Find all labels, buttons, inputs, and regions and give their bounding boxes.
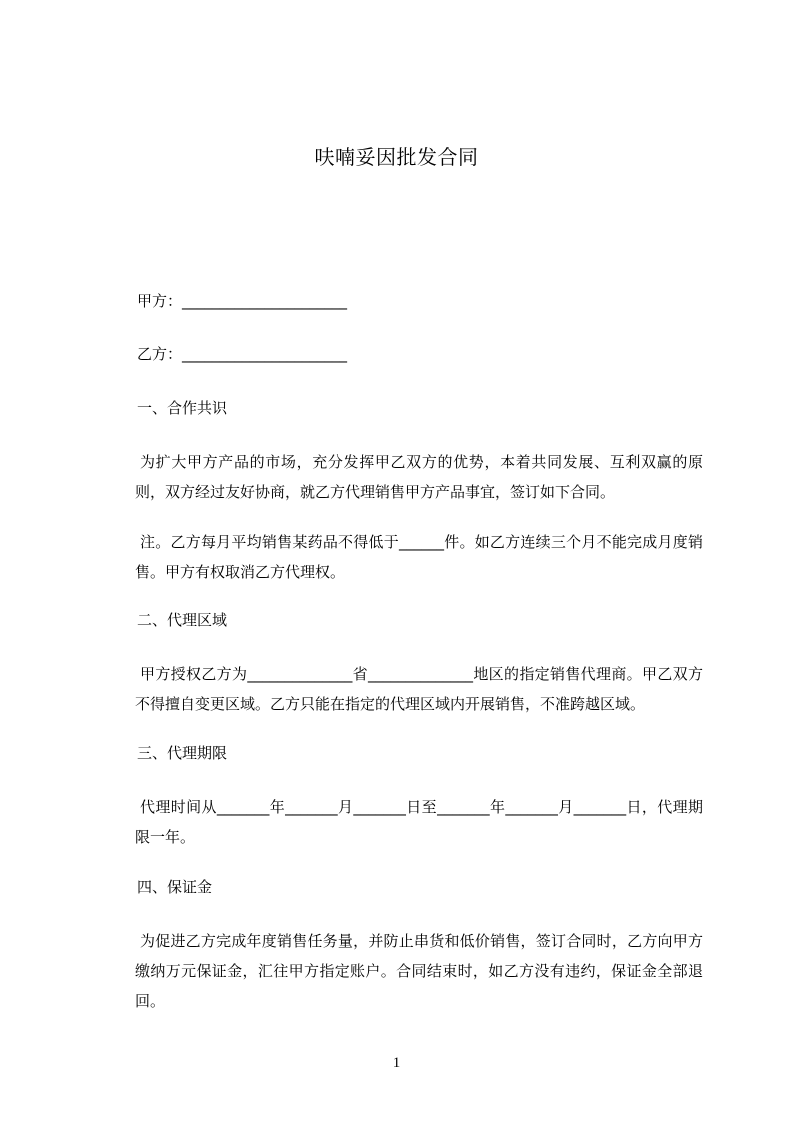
section-paragraph: 为促进乙方完成年度销售任务量，并防止串货和低价销售，签订合同时，乙方向甲方缴纳万元保证金，汇往甲方指定账户。合同结束时，如乙方没有违约，保证金全部退回。 [135, 932, 703, 1010]
section-heading: 三、代理期限 [137, 744, 228, 762]
section-heading: 一、合作共识 [137, 399, 228, 417]
section-heading: 四、保证金 [137, 878, 213, 896]
section-paragraph: 甲方授权乙方为______________省______________地区的指定销售代理商。甲乙双方不得擅自变更区域。乙方只能在指定的代理区域内开展销售，不准跨越区域。 [135, 665, 703, 713]
section-paragraph: 为扩大甲方产品的市场，充分发挥甲乙双方的优势，本着共同发展、互利双赢的原则，双方经过友好协商，就乙方代理销售甲方产品事宜，签订如下合同。 [135, 453, 703, 501]
party-a-line: 甲方：______________________ [137, 292, 348, 310]
document-title: 呋喃妥因批发合同 [314, 145, 479, 169]
section-heading: 二、代理区域 [137, 611, 228, 629]
section-paragraph: 注。乙方每月平均销售某药品不得低于______件。如乙方连续三个月不能完成月度销售。甲方有权取消乙方代理权。 [135, 533, 703, 581]
party-b-line: 乙方：______________________ [137, 345, 348, 363]
section-paragraph: 代理时间从_______年_______月_______日至_______年_______月_______日，代理期限一年。 [135, 798, 703, 846]
page-number: 1 [392, 1055, 401, 1071]
